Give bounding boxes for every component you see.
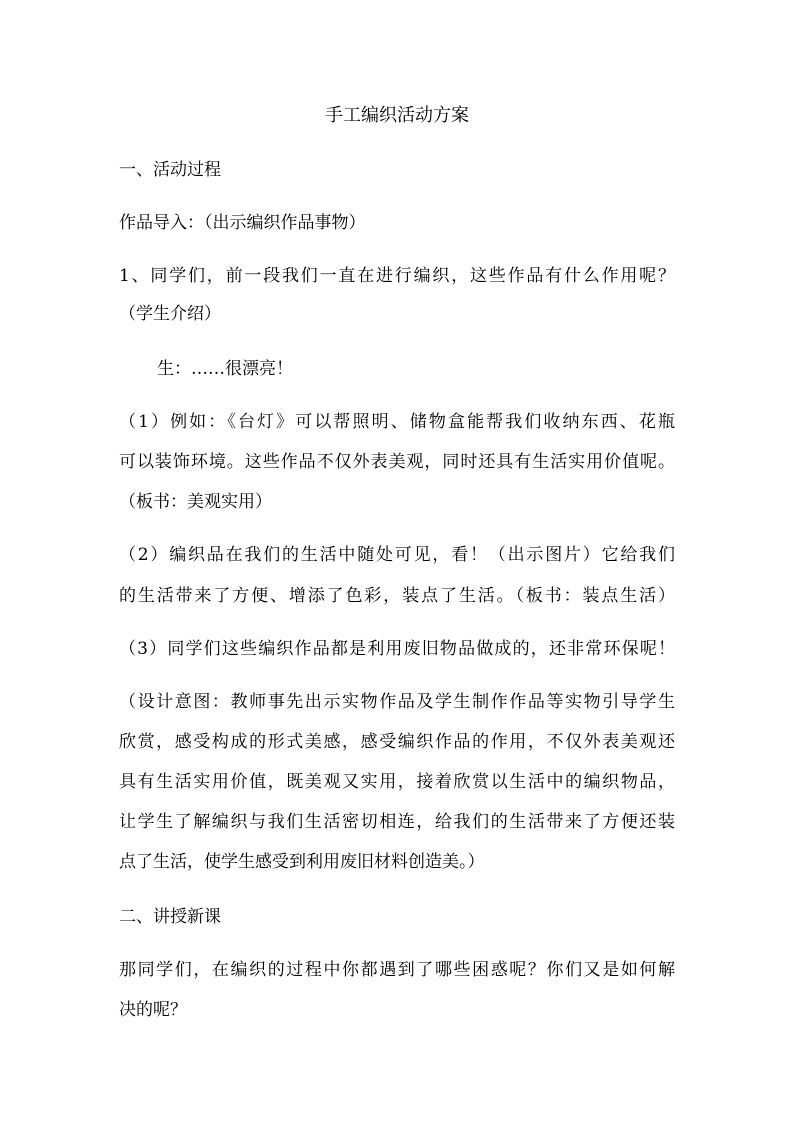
paragraph-line: 欣赏，感受构成的形式美感，感受编织作品的作用，不仅外表美观还 xyxy=(119,732,675,752)
section-heading-new-lesson: 二、讲授新课 xyxy=(119,907,221,927)
paragraph-line: （1）例如：《台灯》可以帮照明、储物盒能帮我们收纳东西、花瓶 xyxy=(119,412,675,432)
section-heading-activity-process: 一、活动过程 xyxy=(119,160,221,180)
paragraph-line: 让学生了解编织与我们生活密切相连，给我们的生活带来了方便还装 xyxy=(119,812,675,832)
paragraph-line: 决的呢？ xyxy=(119,1000,187,1020)
paragraph-line: 1、同学们，前一段我们一直在进行编织，这些作品有什么作用呢？ xyxy=(119,266,675,286)
paragraph-line: 那同学们，在编织的过程中你都遇到了哪些困惑呢？你们又是如何解 xyxy=(119,960,675,980)
paragraph-line: （学生介绍） xyxy=(119,304,221,324)
document-title: 手工编织活动方案 xyxy=(325,105,469,126)
paragraph-line: 具有生活实用价值，既美观又实用，接着欣赏以生活中的编织物品， xyxy=(119,772,675,792)
paragraph-line: 点了生活，使学生感受到利用废旧材料创造美。） xyxy=(119,852,485,872)
paragraph-line: （设计意图：教师事先出示实物作品及学生制作作品等实物引导学生 xyxy=(119,692,675,712)
paragraph-line: 生：……很漂亮！ xyxy=(157,359,293,379)
paragraph-line: 可以装饰环境。这些作品不仅外表美观，同时还具有生活实用价值呢。 xyxy=(119,452,675,472)
paragraph-line: （3）同学们这些编织作品都是利用废旧物品做成的，还非常环保呢！ xyxy=(119,639,675,659)
paragraph-line: （板书：美观实用） xyxy=(119,492,272,512)
paragraph-line: 作品导入：（出示编织作品事物） xyxy=(119,213,366,233)
paragraph-line: （2）编织品在我们的生活中随处可见，看！（出示图片）它给我们 xyxy=(119,545,675,565)
paragraph-line: 的生活带来了方便、增添了色彩，装点了生活。（板书：装点生活） xyxy=(119,586,675,606)
